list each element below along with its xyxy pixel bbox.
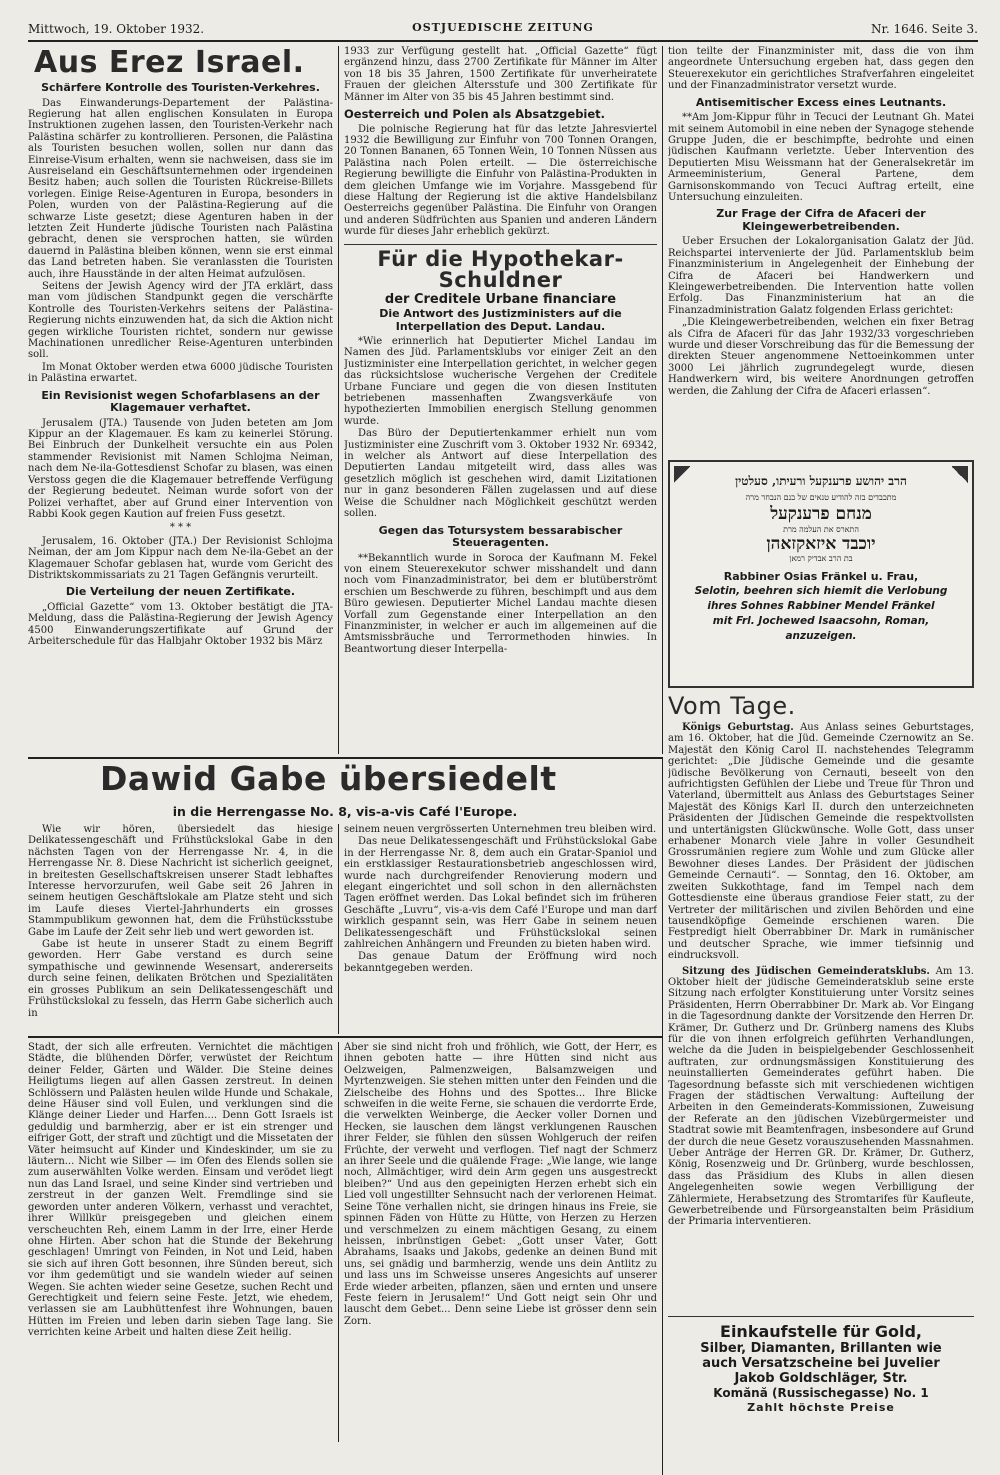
ad-hebrew-line: מנחם פרענקעל [770,504,872,524]
dawid-gabe-title: Dawid Gabe übersiedelt [100,759,557,798]
article-paragraph: Das genaue Datum der Eröffnung wird noch bekanntgegeben werden. [344,951,657,974]
gold-ad-line: Zahlt höchste Preise [747,1401,895,1414]
gabe-divider [338,824,339,1034]
article-paragraph: tion teilte der Finanzminister mit, dass die von ihm angeordnete Untersuchung ergeben hat, dass gegen den Steuerexekutor ein gerichtliches Strafverfahren eingeleitet und der Finanzadministrator versetzt wurde. [668,46,974,92]
article-paragraph: Im Monat Oktober werden etwa 6000 jüdische Touristen in Palästina erwartet. [28,361,333,385]
hypothek-title-line1: Für die Hypothekar- [377,246,624,271]
gold-ad-line: Silber, Diamanten, Brillanten wie [700,1341,942,1356]
article-paragraph: Jerusalem (JTA.) Tausende von Juden beteten am Jom Kippur an der Klagemauer. Es kam zu keinerlei Störung. Bei Einbruch der Dunkelheit versuchte ein aus Polen stammender Revisionist mit Namen Schlojma Neiman, nach dem Ne-ila-Gottesdienst Schofar zu blasen, was einen Verstoss gegen die die Klagemauer betreffende Verfügung der Regierung bedeutet. Neiman wurde sofort von der Polizei verhaftet, aber auf Grund einer Intervention von Rabbi Kook gegen Kaution auf freien Fuss gesetzt. [28,417,333,520]
article-paragraph: Das Einwanderungs-Departement der Palästina-Regierung hat allen englischen Konsulaten in Europa Instruktionen zugehen lassen, den Touristen-Verkehr nach Palästina schärfer zu kontrollieren. Personen, die Palästina als Touristen besuchen wollen, sollen nur dann das Einreise-Visum erhalten, wenn sie nachweisen, dass sie im Ausreiseland ein Geschäftsunternehmen oder irgendeinen Besitz haben; auch sollen die Touristen Rückreise-Billets vorlegen. Einige Reise-Agenturen in Europa, besonders in Polen, wurden von der Palästina-Regierung auf die schwarze Liste gesetzt; diese Agenturen haben in der letzten Zeit Hunderte jüdische Touristen nach Palästina gebracht, denen sie versprochen hatten, sie würden dauernd in Palästina bleiben können, wenn sie erst einmal das Land betreten haben. Sie veranlassten die Touristen auch, ihre Hausstände in der alten Heimat aufzulösen. [28,97,333,280]
ad-german-line: mit Frl. Jochewed Isaacsohn, Roman, [712,615,930,627]
ad-german-line: ihres Sohnes Rabbiner Mendel Fränkel [707,600,935,612]
council-session-heading: Sitzung des Jüdischen Gemeinderatsklubs. [682,965,930,977]
hypothek-title-line2: Schuldner [438,267,563,292]
column-2 [344,46,657,752]
column-3-top [668,46,974,446]
vom-tage-title: Vom Tage. [668,692,796,720]
article-paragraph: 1933 zur Verfügung gestellt hat. „Official Gazette“ fügt ergänzend hinzu, dass 2700 Zertifikate für Männer im Alter von 18 bis 35 Jahren, 1500 Zertifikate für unverheiratete Frauen der gleichen Altersstufe und 300 Zertifikate für Männer im Alter von 35 bis 45 Jahren bestimmt sind. [344,46,657,103]
ad-german-line: Rabbiner Osias Fränkel u. Frau, [723,570,919,583]
ad-german-line: anzuzeigen. [785,630,857,642]
corner-ornament-icon [952,466,968,484]
engagement-announcement [668,460,974,688]
ad-hebrew-line: הרב יהושע פרענקעל ורעיתו, סעלטין [735,474,907,488]
section-stars: * * * [169,522,192,534]
article-heading-export: Oesterreich und Polen als Absatzgebiet. [344,107,606,122]
ad-hebrew-line: התארס את העלמה מרת [783,525,859,534]
gold-ad-line: Einkaufstelle für Gold, [720,1322,922,1341]
gabe-bottom-rule [28,1036,662,1038]
article-paragraph: Die polnische Regierung hat für das letzte Jahresviertel 1932 die Bewilligung zur Einfuhr von 700 Tonnen Orangen, 20 Tonnen Bananen, 65 Tonnen Wein, 10 Tonnen Nüssen aus Palästina nach Polen erteilt. — Die österreichische Regierung bewilligte die Einfuhr von Palästina-Produkten in dem gleichen Umfange wie im Vorjahre. Massgebend für diese Haltung der Regierung ist die aktive Handelsbilanz Oesterreichs gegenüber Palästina. Die Einfuhr von Orangen und anderen Südfrüchten aus Spanien und anderen Ländern wurde für dieses Jahr erheblich gekürzt. [344,123,657,238]
article-paragraph: Am 13. Oktober hielt der jüdische Gemeinderatsklub seine erste Sitzung nach erfolgter Konstituierung unter Vorsitz seines Präsidenten, Herrn Oberrabbiner Dr. Mark ab. Vor Eingang in die Tagesordnung dankte der Vorsitzende den Herren Dr. Krämer, Dr. Gutherz und Dr. Grünberg namens des Klubs für die von ihnen erfolgreich geführten Verhandlungen, welche da die Juden in beispielgebender Geschlossenheit auftraten, zur ordnungsmässigen Konstituierung des neuinstallierten Gemeinderates geführt haben. Die Tagesordnung befasste sich mit verschiedenen wichtigen Fragen der städtischen Verwaltung: Aufteilung der Arbeiten in den Gemeinderats-Kommissionen, Zuweisung der Referate an den jüdischen Vizebürgermeister und Stadtrat sowie mit Beamtenfragen, insbesondere auf Grund der durch die neue Gesetz vorauszusehenden Massnahmen. Ueber Anträge der Herren GR. Dr. Krämer, Dr. Gutherz, König, Rosenzweig und Dr. Grünberg, wurde beschlossen, dass das Präsidium des Klubs in allen diesen Angelegenheiten sowie wegen Verbilligung der Zählermiete, Herabsetzung des Stromtarifes für Kaufleute, Gewerbetreibende und Fürsorgeanstalten beim Präsidium der Primaria interventieren. [668,965,974,1228]
article-heading-certificates: Die Verteilung der neuen Zertifikate. [65,585,296,599]
article-paragraph: Seitens der Jewish Agency wird der JTA erklärt, dass man vom jüdischen Standpunkt gegen die verschärfte Kontrolle des Touristen-Verkehrs seitens der Palästina-Regierung nichts einzuwenden hat, da sich die Aktion nicht gegen wirkliche Touristen richtet, sondern nur gewisse Machinationen unredlicher Reise-Agenturen unterbinden soll. [28,281,333,361]
column-3-vom-tage [668,692,974,1312]
header-rule [28,40,978,42]
feuilleton-column-2 [344,1042,657,1442]
gabe-column-2 [344,824,657,1032]
article-heading-cifra: Zur Frage der Cifra de Afaceri der Kleingewerbetreibenden. [716,207,926,233]
article-paragraph: Aber sie sind nicht froh und fröhlich, wie Gott, der Herr, es ihnen geboten hatte — ihre Hütten sind nicht aus Oelzweigen, Palmenzweigen, Balsamzweigen und Myrtenzweigen. Sie stehen mitten unter den Feinden und die Zielscheibe des Hohns und des Spottes... Ihre Blicke schweifen in die weite Ferne, sie schauen die verdorrte Erde, die verwelkten Weinberge, die Aecker voller Dornen und Hecken, sie lauschen dem längst verklungenen Rauschen ihrer Felder, sie fühlen den süssen Wohlgeruch der reifen Früchte, der verweht und verflogen. Tief nagt der Schmerz an ihrer Seele und die quälende Frage: „Wie lange, wie lange noch, Allmächtiger, wird dein Arm gegen uns ausgestreckt bleiben?“ Und aus den gepeinigten Herzen erhebt sich ein Lied voll ungestillter Sehnsucht nach der verlorenen Heimat. Seine Töne verhallen nicht, sie dringen hinaus ins Freie, sie spinnen Fäden von Hütte zu Hütte, von Herzen zu Herzen und verschmelzen zu einem mächtigen Gesang, zu einem heissen, inbrünstigen Gebet: „Gott unser Vater, Gott Abrahams, Isaaks und Jakobs, gedenke an deinen Bund mit uns, sei gnädig und barmherzig, wende uns dein Antlitz zu und lass uns im Schweisse unseres Angesichts auf unserer Erde wieder arbeiten, pflanzen, säen und ernten und unsere Feste feiern in Jerusalem!“ Und Gott neigt sein Ohr und lauscht dem Gebet... Denn seine Liebe ist grösser denn sein Zorn. [344,1042,657,1327]
column-1 [28,46,333,752]
hypothek-title-line3: der Creditele Urbane financiare [384,291,617,307]
article-heading-lieutenant: Antisemitischer Excess eines Leutnants. [695,95,947,109]
article-paragraph: seinem neuen vergrösserten Unternehmen treu bleiben wird. [344,824,657,835]
article-paragraph: Wie wir hören, übersiedelt das hiesige Delikatessengeschäft und Frühstückslokal Gabe in den nächsten Tagen von der Herrengasse Nr. 4, in die Herrengasse Nr. 8. Diese Nachricht ist sicherlich geeignet, in breitesten Gesellschaftskreisen unserer Stadt lebhaftes Interesse hervorzurufen, weil Gabe seit 26 Jahren in seinem heutigen Geschäftslokale am Platze steht und sich im Laufe dieses Viertel-Jahrhunderts ein grosses Stammpublikum gewonnen hat, dem die Frühstücksstube Gabe im Laufe der Zeit sehr lieb und wert geworden ist. [28,824,333,938]
corner-ornament-icon [674,466,690,484]
feuilleton-divider [338,1042,339,1442]
article-paragraph: Gabe ist heute in unserer Stadt zu einem Begriff geworden. Herr Gabe verstand es durch seine sympathische und gewinnende Wesensart, andererseits durch seine feinen, delikaten Brötchen und Spezialitäten ein grosses Publikum an sein Delikatessengeschäft und Frühstückslokal zu fesseln, das Herrn Gabe sicherlich auch in [28,939,333,1019]
article-paragraph: Das neue Delikatessengeschäft und Frühstückslokal Gabe in der Herrengasse Nr. 8, dem auch ein Gratar-Spaniol und ein erstklassiger Restaurationsbetrieb angeschlossen wird, wurde nach durchgreifender Renovierung modern und elegant eingerichtet und soll schon in den allernächsten Tagen eröffnet werden. Das Lokal befindet sich im früheren Geschäfte „Luvru“, vis-a-vis dem Café l'Europe und man darf wirklich gespannt sein, was Herr Gabe in seinem neuen Delikatessengeschäft und Frühstückslokal seinen zahlreichen Anhängern und Freunden zu bieten haben wird. [344,836,657,951]
article-heading-revisionist: Ein Revisionist wegen Schofarblasens an der Klagemauer verhaftet. [41,388,320,415]
column-divider-1 [338,46,339,754]
gold-ad-line: auch Versatzscheine bei Juvelier [702,1356,940,1371]
column-divider-2 [662,46,663,754]
article-paragraph: Das Büro der Deputiertenkammer erhielt nun vom Justizminister eine Zuschrift vom 3. Oktober 1932 Nr. 69342, in welcher als Antwort auf diese Interpellation des Deputierten Landau mitgeteilt wird, dass alles was gesetzlich möglich ist geschehen wird, damit Lizitationen nur in ganz besonderen Fällen zugelassen und auf diese Weise die Schuldner nach Möglichkeit geschützt werden sollen. [344,428,657,520]
ad-hebrew-line: בת הרב אבדיק רמאן [789,554,853,563]
article-paragraph: Aus Anlass seines Geburtstages, am 16. Oktober, hat die Jüd. Gemeinde Czernowitz an Se. Majestät den König Carol II. nachstehendes Telegramm gerichtet: „Die Jüdische Gemeinde und die gesamte jüdische Bevölkerung von Cernauti, beseelt von den aufrichtigsten Gefühlen der Liebe und Treue für Thron und Vaterland, übermittelt aus Anlass des Geburtstages Seiner Majestät des Königs Karl II. durch den unterzeichneten Präsidenten der Jüdischen Gemeinde die respektvollsten und untertänigsten Glückwünsche. Wolle Gott, dass unser erhabener Monarch viele Jahre in voller Gesundheit Grossrumänien regiere zum Wohle und zum Glücke aller Bewohner dieses Landes. Der Präsident der jüdischen Gemeinde Cernauti“. — Sonntag, den 16. Oktober, am zweiten Sukkothtage, fand im Tempel nach dem Gottesdienste eine überaus grandiose Feier statt, zu der Vertreter der militärischen und zivilen Behörden und eine tausendköpfige Gemeinde erschienen waren. Die Festpredigt hielt Oberrabbiner Dr. Mark in rumänischer und deutscher Sprache, wie immer tiefsinnig und eindrucksvoll. [668,722,974,962]
ad-hebrew-line: מתכבדים בזה להודיע טנאים של בנם הנבחר מרה [745,493,897,502]
article-paragraph: Stadt, der sich alle erfreuten. Vernichtet die mächtigen Städte, die blühenden Dörfer, verwüstet der Reichtum deiner Felder, Gärten und Wälder. Die Steine deines Heiligtums liegen auf allen Gassen zerstreut. In deinen Schlössern und Palästen heulen wilde Hunde und Schakale, deine Häuser sind voll Eulen, und verklungen sind die Klänge deiner Lieder und Harfen.... Denn Gott Israels ist geduldig und barmherzig, aber er ist ein strenger und eifriger Gott, der straft und züchtigt und die Missetaten der Väter heimsucht auf Kinder und Kindeskinder, um sie zu läutern... Nicht wie Silber — im Ofen des Elends sollen sie zum auserwählten Volke werden. Einsam und verödet liegt nun das Land Israel, und seine Kinder sind vertrieben und zerstreut in der ganzen Welt. Fremdlinge sind sie geworden unter anderen Völkern, verhasst und verachtet, ihrer Willkür preisgegeben und gleichen einem verscheuchten Reh, einem Lamm in der Irre, einer Herde ohne Hirten. Aber schon hat die Stunde der Bekehrung geschlagen! Umringt von Feinden, in Not und Leid, haben sie sich auf ihren Gott besonnen, ihre Sünden bereut, sich vor ihm gedemütigt und sie wandeln wieder auf seinen Wegen. Sie achten wieder seine Gesetze, suchen Recht und Gerechtigkeit und feiern seine Feste. Jetzt, wie ehedem, verlassen sie am Laubhüttenfest ihre Wohnungen, bauen Hütten im Freien und leben darin sieben Tage lang. Sie verrichten keine Arbeit und halten diese Zeit heilig. [28,1042,333,1339]
kings-birthday-heading: Königs Geburtstag. [682,722,794,733]
column-divider-3 [662,757,663,1475]
gold-ad-line: Komănă (Russischegasse) No. 1 [713,1386,929,1400]
article-paragraph: Ueber Ersuchen der Lokalorganisation Galatz der Jüd. Reichspartei intervenierte der Jüd. Parlamentsklub beim Finanzministerium in Angelegenheit der Einhebung der Cifra de Afaceri bei Handwerkern und Kleingewerbetreibenden. Die Intervention hatte vollen Erfolg. Das Finanzministerium hat an die Finanzadministration Galatz folgenden Erlass gerichtet: [668,236,974,316]
article-heading-tortur: Gegen das Totursystem bessarabischer Steueragenten. [378,523,623,549]
article-paragraph: *Wie erinnerlich hat Deputierter Michel Landau im Namen des Jüd. Parlamentsklubs vor einiger Zeit an den Justizminister eine Interpellation gerichtet, in welcher gegen das rücksichtslose wucherische Vergehen der Creditele Urbane Funciare und gegen die von diesen Instituten betriebenen massenhaften Zwangsverkäufe von hypothezierten Immobilien energisch Stellung genommen wurde. [344,336,657,427]
article-paragraph: **Am Jom-Kippur führ in Tecuci der Leutnant Gh. Matei mit seinem Automobil in eine neben der Synagoge stehende Gruppe Juden, die er beschimpfte, bedrohte und einen jüdischen Kaufmann verletzte. Ueber Intervention des Deputierten Misu Weissmann hat der Generalsekretär im Armeeministerium, General Partene, dem Garnisonskommando von Tecuci Auftrag erteilt, eine Untersuchung einzuleiten. [668,112,974,203]
article-paragraph: „Official Gazette“ vom 13. Oktober bestätigt die JTA-Meldung, dass die Palästina-Regierung der Jewish Agency 4500 Einwanderungszertifikate auf Grund der Arbeiterschedule für das Halbjahr Oktober 1932 bis März [28,601,333,648]
hypothek-subheading: Die Antwort des Justizministers auf die Interpellation des Deput. Landau. [379,307,622,333]
page-header [28,18,978,40]
ad-german-line: Selotin, beehren sich hiemit die Verlobung [694,585,948,597]
article-paragraph: Jerusalem, 16. Oktober (JTA.) Der Revisionist Schlojma Neiman, der am Jom Kippur nach dem Ne-ila-Gebet an der Klagemauer Schofar geblasen hat, wurde vom Gericht des Distriktskommissariats zu 21 Tagen Gefängnis verurteilt. [28,535,333,581]
article-paragraph: „Die Kleingewerbetreibenden, welchen ein fixer Betrag als Cifra de Afaceri für das Jahr 1932/33 vorgeschrieben wurde und dieser Vorschreibung das für die Bemessung der direkten Steuer angenommene Nettoeinkommen unter 3000 Lei jährlich zugrundegelegt wurde, diesen Handwerkern wird, bis weitere Anordnungen getroffen werden, die Zahlung der Cifra de Afaceri erlassen“. [668,317,974,397]
dawid-gabe-subtitle: in die Herrengasse No. 8, vis-a-vis Café l'Europe. [172,804,518,819]
divider [344,244,657,245]
header-date: Mittwoch, 19. Oktober 1932. [28,22,205,36]
ad-hebrew-line: יוכבד איזאקזאהן [766,534,876,554]
gold-buyer-ad [668,1316,974,1414]
feuilleton-column-1 [28,1042,333,1442]
header-page-number: Nr. 1646. Seite 3. [870,22,978,36]
article-paragraph: **Bekanntlich wurde in Soroca der Kaufmann M. Fekel von einem Steuerexekutor schwer misshandelt und dann noch vom Finanzadministrator, bei dem er blutüberströmt erschien um Beschwerde zu führen, beschimpft und aus dem Büro gewiesen. Deputierter Michel Landau machte diesen Vorfall zum Gegenstande einer Interpellation an den Finanzminister, in welcher er auch im allgemeinen auf die Amtsmissbräuche und Terrormethoden hinwies. In Beantwortung dieser Interpella- [344,552,657,655]
gabe-column-1 [28,824,333,1032]
gold-ad-line: Jakob Goldschläger, Str. [734,1371,908,1386]
aus-erez-israel-title: Aus Erez Israel. [34,46,305,80]
header-paper-name: OSTJUEDISCHE ZEITUNG [412,21,594,34]
article-heading-tourist-control: Schärfere Kontrolle des Touristen-Verkehres. [41,81,320,94]
